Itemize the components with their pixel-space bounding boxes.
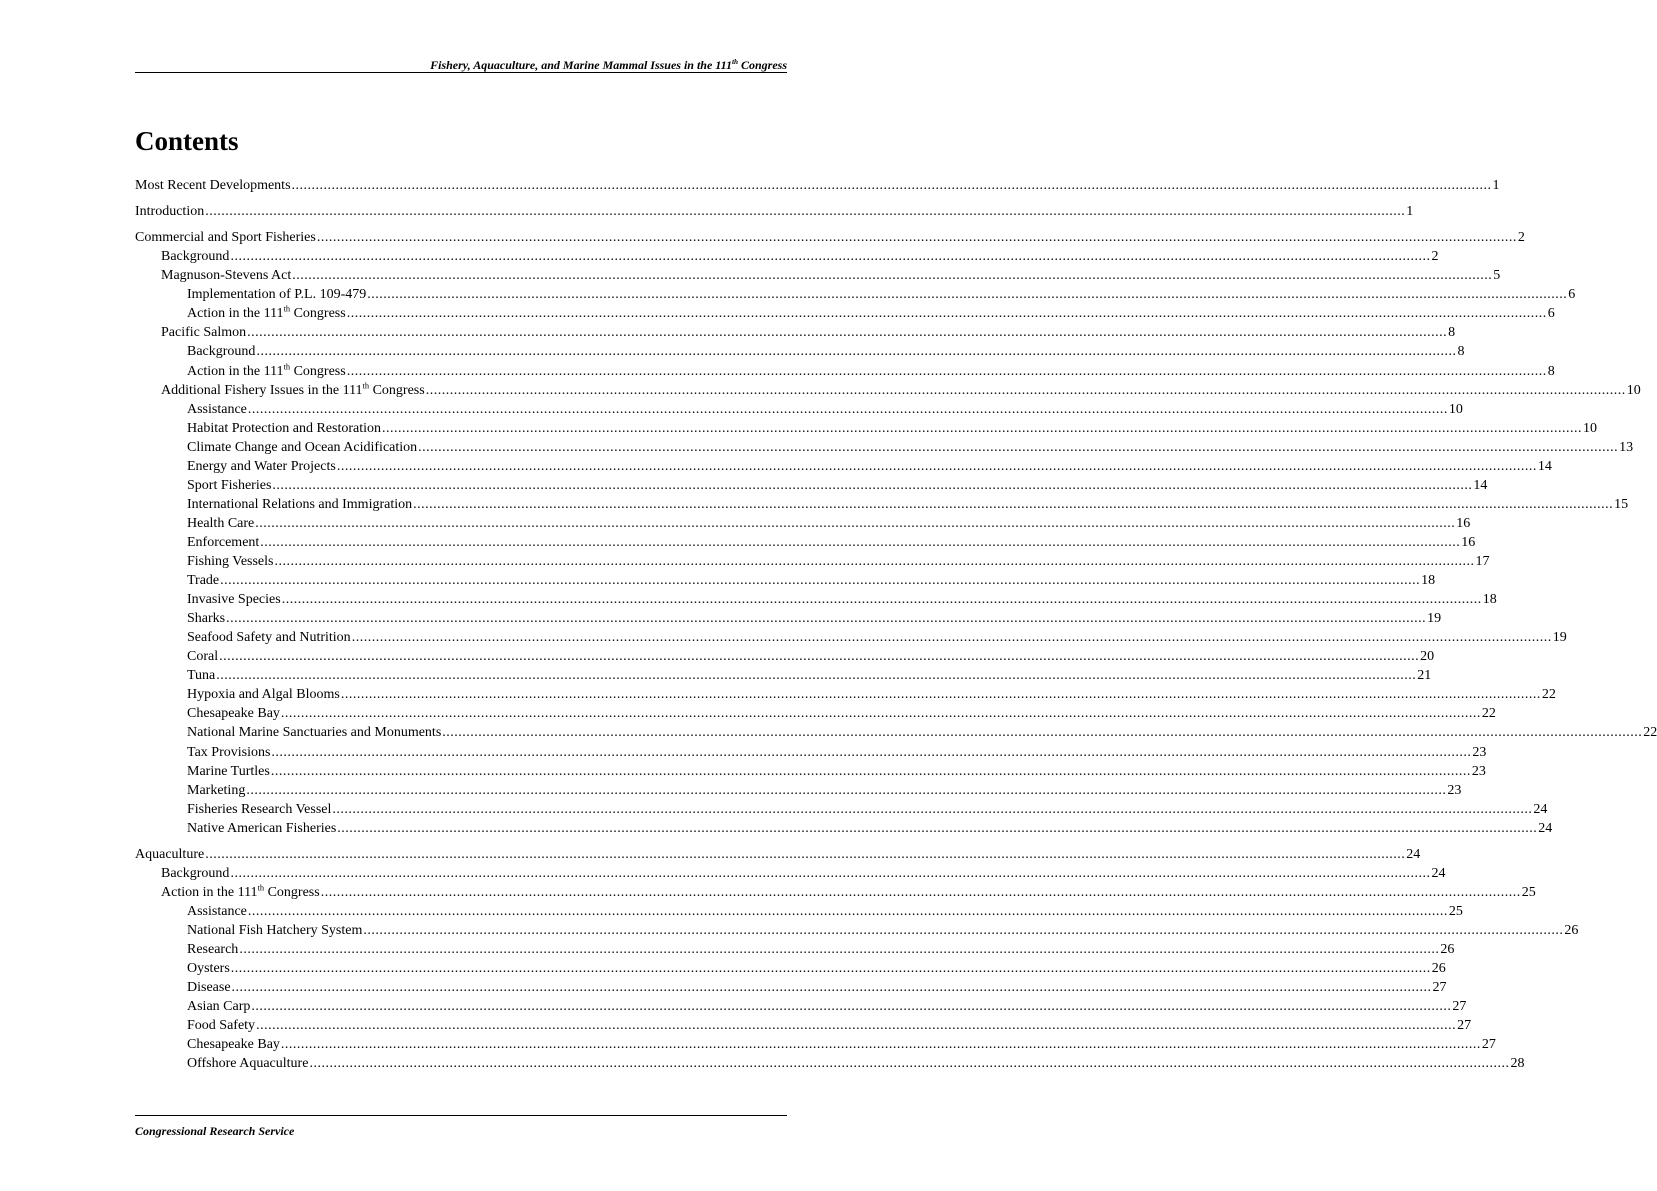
toc-dot-leader: ............................................................................................................................................................................................................................................................................................................ <box>230 961 1431 976</box>
toc-entry-title: Trade <box>187 573 220 588</box>
toc-page-number: 6 <box>1547 306 1555 322</box>
toc-page-number: 16 <box>1456 515 1471 531</box>
toc-page-number: 13 <box>1619 439 1634 455</box>
toc-page-number: 27 <box>1457 1018 1472 1034</box>
toc-entry[interactable] <box>135 419 1598 438</box>
toc-entry-title: Introduction <box>135 204 205 220</box>
toc-entry[interactable] <box>135 590 1497 609</box>
toc-entry[interactable] <box>135 800 1548 819</box>
toc-entry[interactable] <box>135 514 1471 533</box>
toc-page-number: 16 <box>1461 534 1476 550</box>
toc-entry-title: Pacific Salmon <box>161 325 247 341</box>
toc-dot-leader: ............................................................................................................................................................................................................................................................................................................ <box>230 865 1431 881</box>
toc-page-number: 22 <box>1481 706 1496 722</box>
toc-dot-leader: ............................................................................................................................................................................................................................................................................................................ <box>205 204 1406 220</box>
toc-entry-title: Marine Turtles <box>187 763 270 779</box>
toc-entry-title: Tax Provisions <box>187 744 271 760</box>
toc-page-number: 18 <box>1482 592 1497 608</box>
toc-entry[interactable] <box>135 323 1456 342</box>
toc-entry-title: Invasive Species <box>187 592 281 608</box>
toc-dot-leader: ............................................................................................................................................................................................................................................................................................................ <box>336 458 1537 474</box>
toc-entry-title: Fishing Vessels <box>187 554 274 569</box>
toc-dot-leader: ............................................................................................................................................................................................................................................................................................................ <box>292 268 1493 284</box>
toc-page-number: 25 <box>1448 903 1463 919</box>
toc-dot-leader: ............................................................................................................................................................................................................................................................................................................ <box>346 363 1547 379</box>
toc-page-number: 10 <box>1626 382 1641 398</box>
toc-dot-leader: ............................................................................................................................................................................................................................................................................................................ <box>256 344 1457 360</box>
toc-entry-title: Aquaculture <box>135 846 205 862</box>
toc-entry[interactable] <box>135 1016 1472 1035</box>
toc-entry-title: Magnuson-Stevens Act <box>161 268 292 284</box>
toc-dot-leader: ............................................................................................................................................................................................................................................................................................................ <box>251 999 1452 1015</box>
toc-dot-leader: ............................................................................................................................................................................................................................................................................................................ <box>316 230 1517 246</box>
toc-dot-leader: ............................................................................................................................................................................................................................................................................................................ <box>320 884 1521 900</box>
toc-entry-title: Enforcement <box>187 534 260 550</box>
toc-entry[interactable] <box>135 380 1641 400</box>
toc-entry-title: Seafood Safety and Nutrition <box>187 630 351 646</box>
toc-entry[interactable] <box>135 457 1552 476</box>
toc-dot-leader: ............................................................................................................................................................................................................................................................................................................ <box>425 382 1626 398</box>
toc-page-number: 19 <box>1427 611 1442 627</box>
toc-entry-title: Climate Change and Ocean Acidification <box>187 439 418 455</box>
toc-dot-leader: ............................................................................................................................................................................................................................................................................................................ <box>280 1037 1481 1053</box>
toc-dot-leader: ............................................................................................................................................................................................................................................................................................................ <box>255 515 1456 531</box>
toc-page-number: 26 <box>1440 941 1455 957</box>
toc-entry[interactable] <box>135 921 1579 940</box>
toc-page-number: 23 <box>1471 763 1486 779</box>
toc-page-number: 1 <box>1406 204 1414 220</box>
toc-entry[interactable] <box>135 685 1556 704</box>
toc-entry[interactable] <box>135 647 1435 666</box>
toc-entry[interactable] <box>135 959 1446 978</box>
toc-dot-leader: ............................................................................................................................................................................................................................................................................................................ <box>337 820 1538 836</box>
toc-entry[interactable] <box>135 571 1436 590</box>
toc-dot-leader: ............................................................................................................................................................................................................................................................................................................ <box>256 1018 1457 1034</box>
toc-page-number: 23 <box>1447 782 1462 798</box>
toc-entry[interactable] <box>135 864 1446 883</box>
toc-dot-leader: ............................................................................................................................................................................................................................................................................................................ <box>413 496 1614 512</box>
toc-page-number: 26 <box>1564 922 1579 938</box>
toc-entry[interactable] <box>135 202 1414 221</box>
toc-entry[interactable] <box>135 609 1442 628</box>
toc-entry-title: Commercial and Sport Fisheries <box>135 230 316 246</box>
toc-entry[interactable] <box>135 176 1500 195</box>
toc-page-number: 26 <box>1431 961 1446 976</box>
toc-page-number: 14 <box>1537 458 1552 474</box>
toc-entry-title: Research <box>187 941 239 957</box>
toc-entry[interactable] <box>135 902 1463 921</box>
toc-entry[interactable] <box>135 997 1467 1016</box>
toc-page-number: 19 <box>1552 630 1567 646</box>
toc-page-number: 8 <box>1547 363 1555 379</box>
toc-entry-title: Background <box>161 249 230 265</box>
toc-page-number: 1 <box>1492 178 1500 193</box>
footer-organization: Congressional Research Service <box>135 1124 295 1138</box>
toc-dot-leader: ............................................................................................................................................................................................................................................................................................................ <box>332 801 1533 817</box>
toc-entry[interactable] <box>135 819 1553 838</box>
toc-page-number: 27 <box>1452 999 1467 1015</box>
toc-entry-title: Assistance <box>187 903 247 919</box>
toc-entry-title: Most Recent Developments <box>135 178 291 193</box>
toc-entry[interactable] <box>135 247 1439 266</box>
toc-entry-title: International Relations and Immigration <box>187 496 413 512</box>
toc-page-number: 10 <box>1583 420 1598 436</box>
toc-entry[interactable] <box>135 845 1421 864</box>
toc-entry-title: Additional Fishery Issues in the 111th Congress <box>161 380 425 398</box>
toc-entry-title: Fisheries Research Vessel <box>187 801 332 817</box>
toc-entry[interactable] <box>135 438 1634 457</box>
toc-dot-leader: ............................................................................................................................................................................................................................................................................................................ <box>271 744 1472 760</box>
toc-entry[interactable] <box>135 476 1488 495</box>
toc-dot-leader: ............................................................................................................................................................................................................................................................................................................ <box>346 306 1547 322</box>
toc-dot-leader: ............................................................................................................................................................................................................................................................................................................ <box>291 178 1492 193</box>
toc-entry[interactable] <box>135 228 1525 247</box>
running-footer <box>135 1115 787 1140</box>
toc-dot-leader: ............................................................................................................................................................................................................................................................................................................ <box>220 573 1421 588</box>
toc-page-number: 18 <box>1421 573 1436 588</box>
toc-dot-leader: ............................................................................................................................................................................................................................................................................................................ <box>382 420 1583 436</box>
toc-page-number: 8 <box>1448 325 1456 341</box>
toc-page-number: 6 <box>1568 287 1576 303</box>
toc-page-number: 27 <box>1481 1037 1496 1053</box>
toc-entry-title: Action in the 111th Congress <box>187 304 346 322</box>
toc-entry-title: Native American Fisheries <box>187 820 337 836</box>
toc-entry[interactable] <box>135 628 1567 647</box>
toc-page-number: 14 <box>1473 477 1488 493</box>
toc-dot-leader: ............................................................................................................................................................................................................................................................................................................ <box>274 554 1475 569</box>
toc-page-number: 17 <box>1475 554 1490 569</box>
contents-heading: Contents <box>135 126 239 156</box>
toc-entry[interactable] <box>135 266 1501 285</box>
toc-entry-title: Sport Fisheries <box>187 477 272 493</box>
toc-page-number: 2 <box>1517 230 1525 246</box>
toc-entry-title: Hypoxia and Algal Blooms <box>187 687 340 703</box>
toc-dot-leader: ............................................................................................................................................................................................................................................................................................................ <box>205 846 1406 862</box>
toc-dot-leader: ............................................................................................................................................................................................................................................................................................................ <box>351 630 1552 646</box>
toc-entry[interactable] <box>135 1054 1525 1073</box>
toc-page-number: 22 <box>1541 687 1556 703</box>
toc-page-number: 28 <box>1510 1056 1525 1072</box>
toc-entry-title: Energy and Water Projects <box>187 458 336 474</box>
toc-page-number: 22 <box>1643 725 1657 741</box>
toc-dot-leader: ............................................................................................................................................................................................................................................................................................................ <box>260 534 1461 550</box>
toc-dot-leader: ............................................................................................................................................................................................................................................................................................................ <box>270 763 1471 779</box>
toc-dot-leader: ............................................................................................................................................................................................................................................................................................................ <box>418 439 1619 455</box>
toc-entry-title: Oysters <box>187 961 230 976</box>
toc-entry-title: Marketing <box>187 782 246 798</box>
toc-page-number: 20 <box>1420 649 1435 665</box>
toc-entry[interactable] <box>135 762 1486 781</box>
toc-dot-leader: ............................................................................................................................................................................................................................................................................................................ <box>367 287 1568 303</box>
toc-dot-leader: ............................................................................................................................................................................................................................................................................................................ <box>246 782 1447 798</box>
toc-entry-title: Action in the 111th Congress <box>161 883 320 900</box>
toc-page-number: 15 <box>1614 496 1629 512</box>
toc-page-number: 21 <box>1417 668 1432 684</box>
toc-page-number: 8 <box>1457 344 1465 360</box>
toc-page-number: 24 <box>1406 846 1421 862</box>
toc-page-number: 5 <box>1493 268 1501 284</box>
toc-dot-leader: ............................................................................................................................................................................................................................................................................................................ <box>281 592 1482 608</box>
toc-entry-title: Asian Carp <box>187 999 251 1015</box>
toc-entry-title: National Marine Sanctuaries and Monuments <box>187 725 442 741</box>
toc-dot-leader: ............................................................................................................................................................................................................................................................................................................ <box>363 922 1564 938</box>
toc-entry[interactable] <box>135 285 1576 304</box>
toc-dot-leader: ............................................................................................................................................................................................................................................................................................................ <box>216 668 1417 684</box>
toc-page-number: 24 <box>1538 820 1553 836</box>
toc-dot-leader: ............................................................................................................................................................................................................................................................................................................ <box>239 941 1440 957</box>
toc-dot-leader: ............................................................................................................................................................................................................................................................................................................ <box>340 687 1541 703</box>
toc-entry-title: Habitat Protection and Restoration <box>187 420 382 436</box>
toc-entry[interactable] <box>135 342 1465 361</box>
toc-entry[interactable] <box>135 723 1657 742</box>
toc-page-number: 25 <box>1521 884 1536 900</box>
toc-dot-leader: ............................................................................................................................................................................................................................................................................................................ <box>247 325 1448 341</box>
toc-page-number: 2 <box>1431 249 1439 265</box>
toc-entry-title: Action in the 111th Congress <box>187 361 346 379</box>
toc-page-number: 24 <box>1533 801 1548 817</box>
toc-entry[interactable] <box>135 883 1536 902</box>
toc-page-number: 27 <box>1432 980 1447 995</box>
toc-entry-title: Food Safety <box>187 1018 256 1034</box>
toc-entry[interactable] <box>135 781 1462 800</box>
toc-entry[interactable] <box>135 533 1476 552</box>
toc-entry[interactable] <box>135 400 1463 419</box>
toc-dot-leader: ............................................................................................................................................................................................................................................................................................................ <box>442 725 1643 741</box>
toc-page-number: 24 <box>1431 865 1446 881</box>
toc-entry-title: Tuna <box>187 668 216 684</box>
toc-dot-leader: ............................................................................................................................................................................................................................................................................................................ <box>247 401 1448 417</box>
toc-entry[interactable] <box>135 1035 1496 1054</box>
toc-entry-title: Background <box>161 865 230 881</box>
toc-dot-leader: ............................................................................................................................................................................................................................................................................................................ <box>231 980 1432 995</box>
toc-dot-leader: ............................................................................................................................................................................................................................................................................................................ <box>309 1056 1510 1072</box>
toc-entry-title: Disease <box>187 980 231 995</box>
toc-dot-leader: ............................................................................................................................................................................................................................................................................................................ <box>272 477 1473 493</box>
toc-entry-title: Background <box>187 344 256 360</box>
toc-entry[interactable] <box>135 978 1447 997</box>
toc-entry[interactable] <box>135 361 1555 381</box>
toc-entry-title: Sharks <box>187 611 226 627</box>
toc-entry-title: Health Care <box>187 515 255 531</box>
toc-page-number: 10 <box>1448 401 1463 417</box>
toc-dot-leader: ............................................................................................................................................................................................................................................................................................................ <box>247 903 1448 919</box>
toc-entry[interactable] <box>135 743 1487 762</box>
running-header-title: Fishery, Aquaculture, and Marine Mammal Issues in the 111th Congress <box>430 58 787 72</box>
toc-dot-leader: ............................................................................................................................................................................................................................................................................................................ <box>226 611 1427 627</box>
toc-entry[interactable] <box>135 940 1455 959</box>
toc-entry[interactable] <box>135 552 1490 571</box>
toc-entry[interactable] <box>135 666 1432 685</box>
toc-entry-title: Chesapeake Bay <box>187 1037 280 1053</box>
toc-page-number: 23 <box>1472 744 1487 760</box>
toc-dot-leader: ............................................................................................................................................................................................................................................................................................................ <box>280 706 1481 722</box>
toc-entry[interactable] <box>135 304 1555 323</box>
toc-entry-title: Coral <box>187 649 219 665</box>
running-header <box>135 56 787 73</box>
toc-entry-title: Chesapeake Bay <box>187 706 280 722</box>
toc-entry[interactable] <box>135 495 1629 514</box>
toc-dot-leader: ............................................................................................................................................................................................................................................................................................................ <box>230 249 1431 265</box>
toc-entry-title: Assistance <box>187 401 247 417</box>
toc-entry[interactable] <box>135 704 1496 723</box>
toc-dot-leader: ............................................................................................................................................................................................................................................................................................................ <box>219 649 1420 665</box>
toc-entry-title: National Fish Hatchery System <box>187 922 363 938</box>
toc-entry-title: Implementation of P.L. 109-479 <box>187 287 367 303</box>
toc-entry-title: Offshore Aquaculture <box>187 1056 309 1072</box>
